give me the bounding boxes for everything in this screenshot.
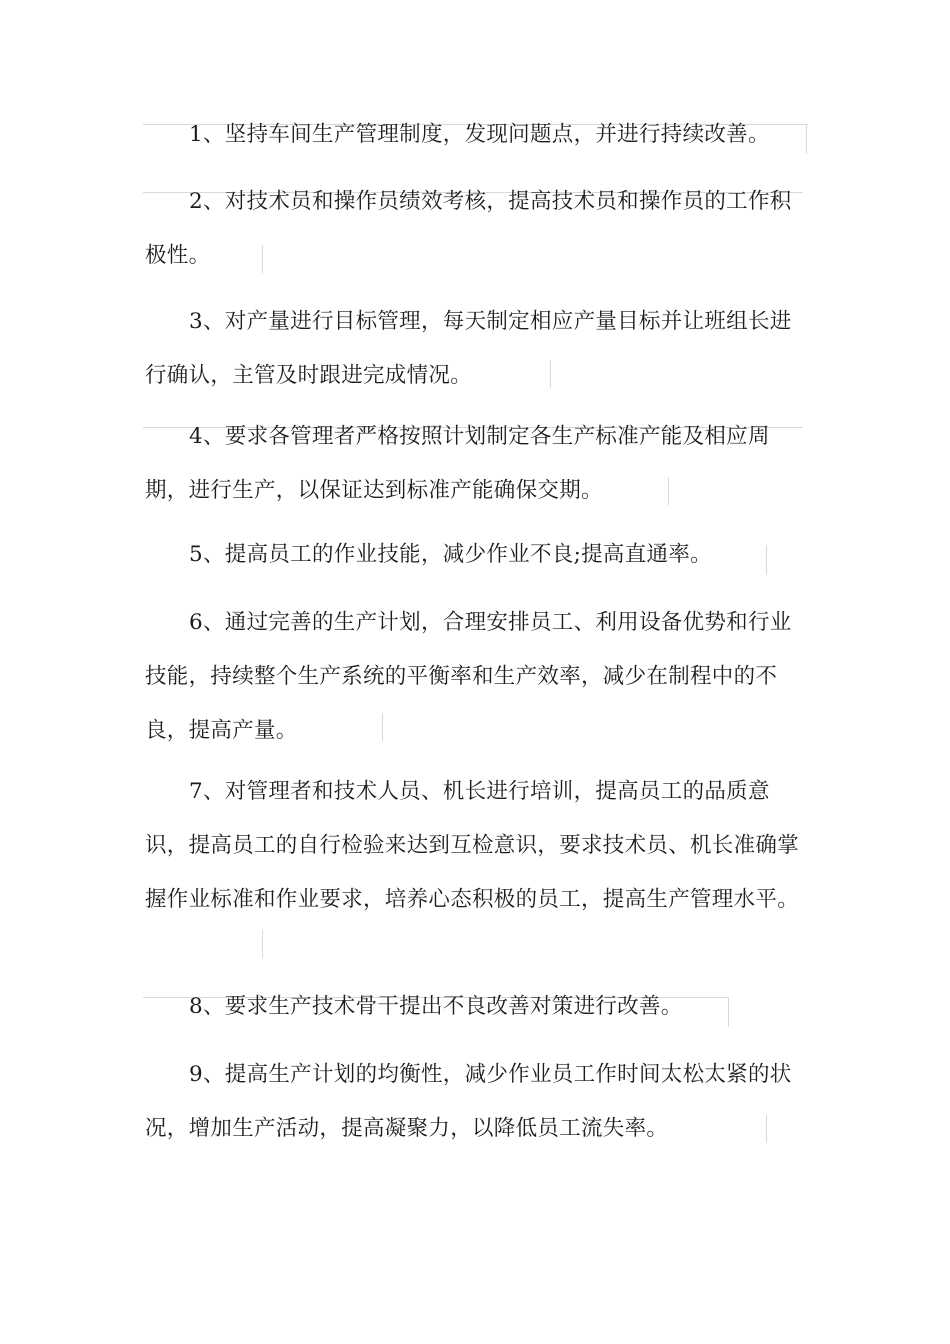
paragraph-5: 5、提高员工的作业技能，减少作业不良;提高直通率。 — [189, 542, 712, 567]
paragraph-1: 1、坚持车间生产管理制度，发现问题点，并进行持续改善。 — [189, 122, 770, 147]
paragraph-3: 3、对产量进行目标管理，每天制定相应产量目标并让班组长进行确认，主管及时跟进完成情况。 — [145, 309, 792, 388]
paragraph-4: 4、要求各管理者严格按照计划制定各生产标准产能及相应周期，进行生产，以保证达到标准产能确保交期。 — [145, 424, 770, 503]
paragraph-2: 2、对技术员和操作员绩效考核，提高技术员和操作员的工作积极性。 — [145, 189, 792, 268]
guide-line — [262, 930, 263, 958]
paragraph-7: 7、对管理者和技术人员、机长进行培训，提高员工的品质意识，提高员工的自行检验来达到互检意识，要求技术员、机长准确掌握作业标准和作业要求，培养心态积极的员工，提高生产管理水平。 — [145, 779, 800, 912]
paragraph-6: 6、通过完善的生产计划，合理安排员工、利用设备优势和行业技能，持续整个生产系统的平衡率和生产效率，减少在制程中的不良，提高产量。 — [145, 610, 792, 743]
paragraph-9: 9、提高生产计划的均衡性，减少作业员工作时间太松太紧的状况，增加生产活动，提高凝聚力，以降低员工流失率。 — [145, 1062, 792, 1141]
paragraph-8: 8、要求生产技术骨干提出不良改善对策进行改善。 — [189, 994, 683, 1019]
